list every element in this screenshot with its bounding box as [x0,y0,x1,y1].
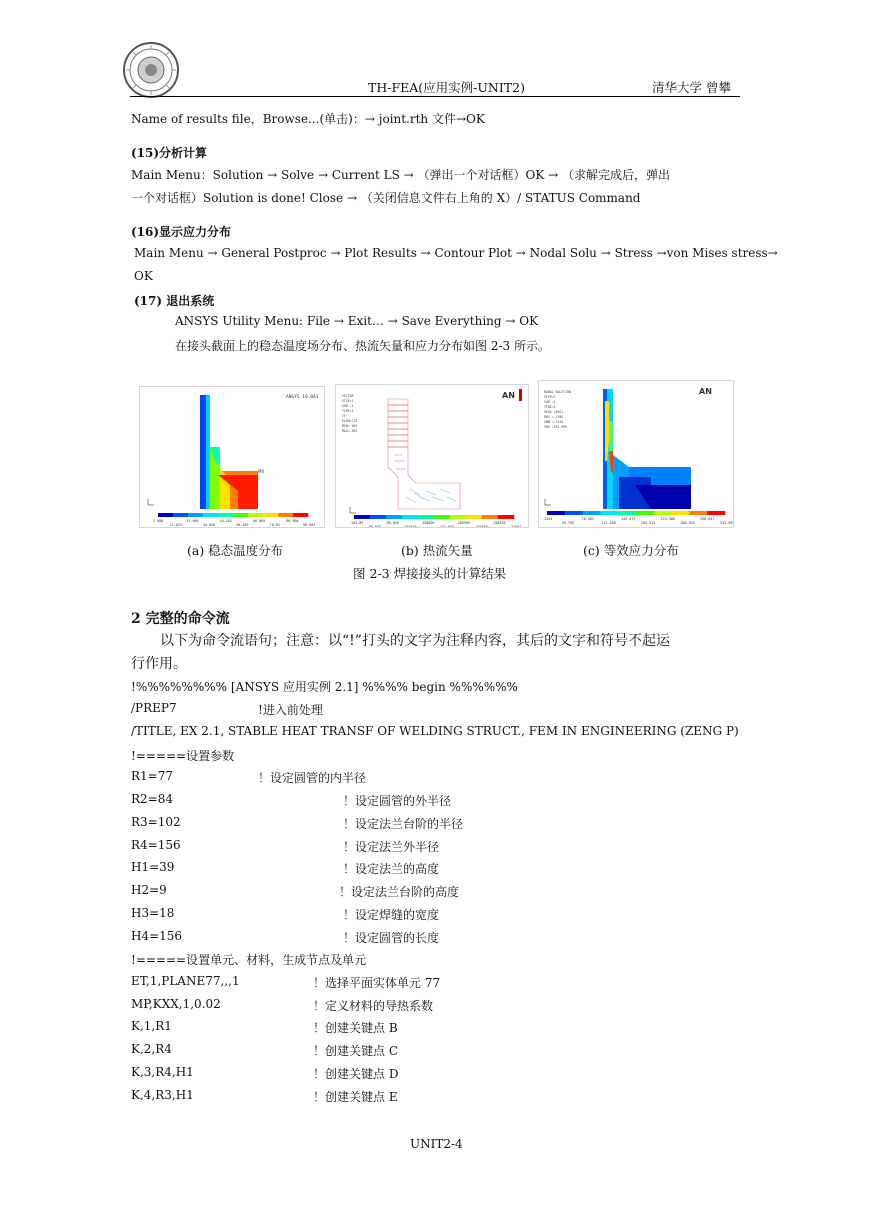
command-text: ET,1,PLANE77,,,1 [131,974,240,988]
figure-stress [538,380,734,528]
svg-text:SUB =1: SUB =1 [342,404,354,408]
command-text: K,3,R4,H1 [131,1065,194,1079]
legend-swatch [434,515,450,519]
section-15-title: (15)分析计算 [131,146,208,160]
section-17-line-1: ANSYS Utility Menu: File → Exit… → Save Everything → OK [175,314,539,328]
section-17-title: (17) 退出系统 [134,294,215,308]
legend-swatch [618,511,636,515]
command-comment: ！设定法兰的高度 [343,862,440,876]
legend-label: -69.849 [384,521,399,525]
legend-label: 21.046 [186,519,199,523]
section-2-intro-1: 以下为命令流语句；注意：以“!”打头的文字为注释内容，其后的文字和符号不起运 [160,633,670,649]
legend-swatch [354,515,370,519]
ansys-logo-b: AN [502,391,515,400]
legend-label: 1.000 [153,519,164,523]
legend-swatch [218,513,233,517]
legend-swatch [547,511,565,515]
svg-text:SUB =1: SUB =1 [544,400,556,404]
legend-label: 34.058 [203,523,216,527]
command-comment: ！创建关键点 C [313,1044,398,1058]
legend-label: -184856 [473,525,488,527]
legend-swatch [158,513,173,517]
temperature-legend [153,513,315,527]
svg-text:MX: MX [258,469,265,474]
figure-a-corner-label: ANSYS 10.0A1 [286,395,319,400]
command-comment: ！创建关键点 E [313,1090,398,1104]
svg-text:ELEM=112: ELEM=112 [342,419,358,423]
command-text: K,2,R4 [131,1042,172,1056]
legend-label: 78.363 [581,517,594,521]
legend-swatch [565,511,583,515]
legend-label: -150096 [420,521,435,525]
svg-text:TF: TF [342,414,346,418]
caption-b: (b) 热流矢量 [401,543,473,558]
legend-label: 56.045 [236,523,249,527]
command-text: H2=9 [131,883,167,897]
command-text: K,1,R1 [131,1019,172,1033]
section-17-line-2: 在接头截面上的稳态温度场分布、热流矢量和应力分布如图 2-3 所示。 [175,339,550,353]
legend-label: 260.923 [680,521,695,525]
svg-text:MIN=.001: MIN=.001 [342,424,358,428]
legend-label: 98.903 [303,523,316,527]
heat-flux-legend [349,515,521,527]
section-16-line-1: Main Menu → General Postproc → Plot Results → Contour Plot → Nodal Solu → Stress →von Mises stress→ [134,246,778,260]
legend-swatch [293,513,308,517]
legend-swatch [233,513,248,517]
svg-text:TIME=1: TIME=1 [544,405,556,409]
command-text: /TITLE, EX 2.1, STABLE HEAT TRANSF OF WELDING STRUCT., FEM IN ENGINEERING (ZENG P) [131,724,739,738]
command-line [131,747,234,764]
svg-text:SMN =.1344: SMN =.1344 [544,420,564,424]
command-line [131,792,173,806]
command-text: H4=156 [131,929,183,943]
results-file-line: Name of results file，Browse...(单击)：→ joint.rth 文件→OK [131,112,485,126]
legend-label: 76.01 [269,523,280,527]
section-15-line-1: Main Menu：Solution → Solve → Current LS → （弹出一个对话框）OK → （求解完成后，弹出 [131,168,671,182]
svg-text:STEP=1: STEP=1 [342,399,354,403]
legend-label: -198330 [491,521,506,525]
command-line [131,883,167,897]
legend-swatch [248,513,263,517]
svg-text:NODAL SOLUTION: NODAL SOLUTION [544,390,571,394]
command-comment: !进入前处理 [258,703,323,717]
seal-icon [122,41,180,99]
legend-swatch [583,511,601,515]
university-seal [122,41,180,99]
legend-label: -130156 [402,525,417,527]
command-line [131,929,182,943]
command-comment: ！设定圆管的外半径 [343,794,452,808]
header-author: 清华大学 曾攀 [652,80,731,95]
svg-text:STEP=1: STEP=1 [544,395,556,399]
caption-c: (c) 等效应力分布 [583,543,679,558]
command-text: R1=77 [131,769,173,783]
command-line [131,1042,172,1056]
page-number: UNIT2-4 [410,1137,463,1151]
legend-label: -86.035 [366,525,382,527]
command-line [131,1065,194,1079]
command-line [131,1019,172,1033]
legend-swatch [450,515,466,519]
figure-temperature [139,386,325,528]
svg-text:VECTOR: VECTOR [342,394,354,398]
command-text: R3=102 [131,815,181,829]
command-text: R4=156 [131,838,181,852]
section-2-title: 2 完整的命令流 [131,611,230,627]
legend-label: 185.513 [640,521,656,525]
command-comment: ！设定法兰外半径 [343,840,440,854]
command-comment: ！设定圆管的长度 [343,931,440,945]
command-line [131,724,739,738]
legend-swatch [188,513,203,517]
legend-swatch [203,513,218,517]
header-rule [130,96,740,97]
legend-swatch [418,515,434,519]
legend-label: 149.675 [621,517,636,521]
legend-label: 296.017 [700,517,715,521]
command-line [131,951,366,968]
command-text: R2=84 [131,792,173,806]
legend-swatch [636,511,654,515]
command-line [131,815,181,829]
legend-swatch [173,513,188,517]
command-line [131,769,173,783]
legend-swatch [466,515,482,519]
legend-label: 11.023 [169,523,182,527]
command-comment: ！设定圆管的内半径 [258,771,367,785]
command-comment: ！定义材料的导热系数 [313,999,434,1013]
section-16-line-2: OK [134,269,153,283]
caption-a: (a) 稳态温度分布 [187,543,284,558]
section-15-line-2: 一个对话框）Solution is done! Close → （关闭信息文件右上角的 X）/ STATUS Command [131,191,641,205]
legend-swatch [672,511,690,515]
legend-label: -171.055 [437,525,455,527]
command-text: !=====设置单元、材料，生成节点及单元 [131,953,367,967]
legend-label: -205599 [455,521,470,525]
command-comment: ！创建关键点 D [313,1067,399,1081]
figure-heat-flux [335,384,529,528]
command-line [131,997,221,1011]
command-line [131,678,518,695]
svg-text:SMX =333.999: SMX =333.999 [544,425,568,429]
svg-text:DMX =.118E: DMX =.118E [544,415,564,419]
header-title: TH-FEA(应用实例-UNIT2) [368,80,525,95]
command-line [131,906,174,920]
legend-label: 66.069 [253,519,266,523]
command-line [131,860,174,874]
legend-swatch [707,511,725,515]
command-line [131,838,181,852]
legend-swatch [498,515,514,519]
ansys-logo-c: AN [699,387,712,396]
command-text: !=====设置参数 [131,749,235,763]
legend-swatch [402,515,418,519]
figure-caption: 图 2-3 焊接接头的计算结果 [353,566,507,581]
legend-label: 44.101 [219,519,232,523]
command-comment: ！选择平面实体单元 77 [313,976,441,990]
command-text: /PREP7 [131,701,177,715]
command-line [131,701,177,715]
legend-swatch [654,511,672,515]
command-text: K,4,R3,H1 [131,1088,194,1102]
stress-legend [542,511,733,525]
legend-swatch [370,515,386,519]
command-text: H1=39 [131,860,175,874]
svg-text:SEQV (AVG): SEQV (AVG) [544,410,564,414]
command-comment: ！设定焊缝的宽度 [343,908,440,922]
command-text: H3=18 [131,906,175,920]
svg-text:TIME=1: TIME=1 [342,409,354,413]
command-text: MP,KXX,1,0.02 [131,997,221,1011]
legend-swatch [263,513,278,517]
section-16-title: (16)显示应力分布 [131,225,232,239]
legend-swatch [278,513,293,517]
legend-swatch [482,515,498,519]
legend-label: 59.795 [561,521,575,525]
legend-label: 88.904 [286,519,299,523]
legend-label: 333.999 [720,521,733,525]
svg-text:MAX=.001: MAX=.001 [342,429,358,433]
command-text: !%%%%%%%% [ANSYS 应用实例 2.1] %%%% begin %%%%%% [131,680,518,694]
command-comment: ！设定法兰台阶的半径 [343,817,464,831]
command-comment: ！创建关键点 B [313,1021,398,1035]
legend-label: 223.986 [660,517,675,521]
command-line [131,1088,194,1102]
legend-swatch [689,511,707,515]
legend-swatch [600,511,618,515]
section-2-intro-2: 行作用。 [131,656,187,672]
legend-label: -21591 [509,525,522,527]
command-line [131,974,240,988]
command-comment: ！设定法兰台阶的高度 [339,885,460,899]
legend-swatch [386,515,402,519]
legend-label: -103.89 [349,521,364,525]
legend-label: 111.038 [601,521,616,525]
legend-label: .1344 [542,517,553,521]
